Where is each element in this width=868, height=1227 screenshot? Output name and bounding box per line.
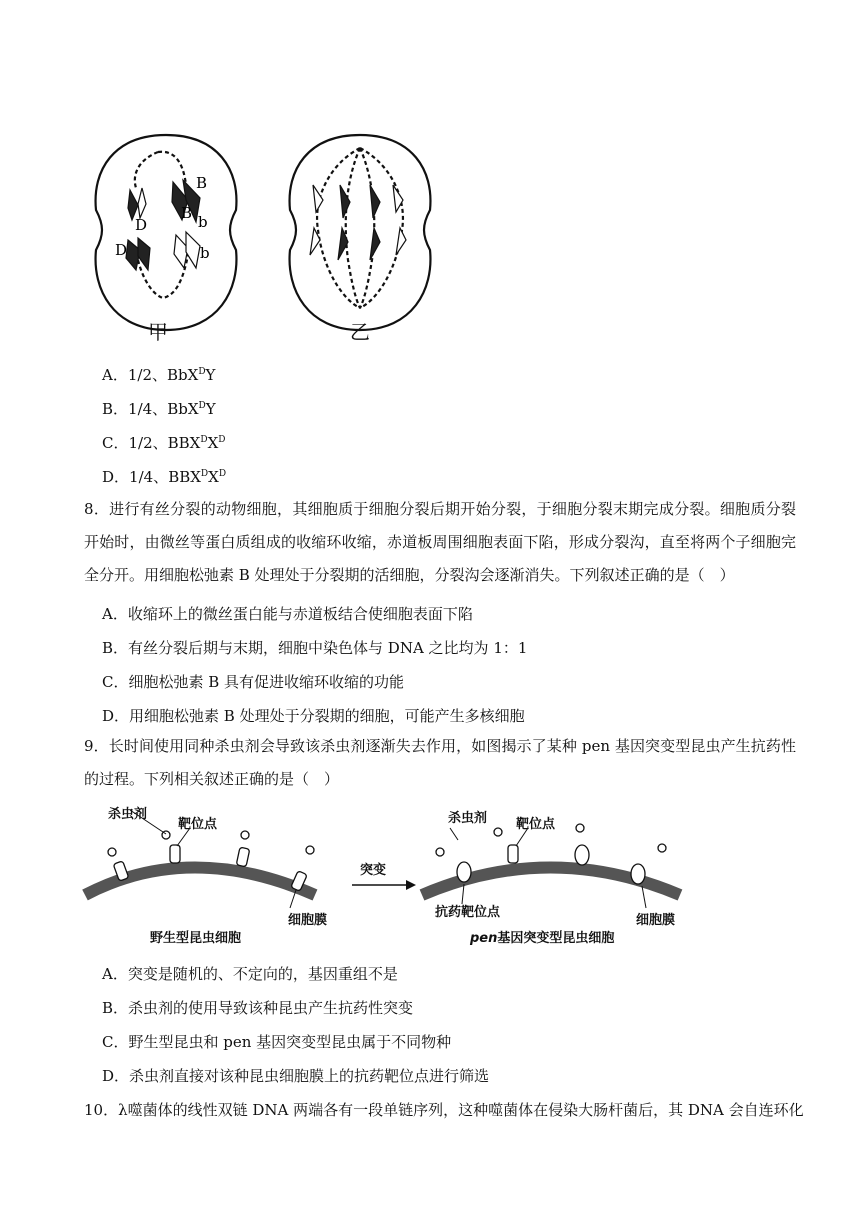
q9-option-d: D．杀虫剂直接对该种昆虫细胞膜上的抗药靶位点进行筛选: [102, 1067, 490, 1085]
q9-option-a: A．突变是随机的、不定向的，基因重组不是: [102, 965, 398, 983]
cell-division-diagram: [88, 130, 448, 340]
membrane-diagram: [80, 800, 700, 950]
q10-stem: 10．λ噬菌体的线性双链 DNA 两端各有一段单链序列，这种噬菌体在侵染大肠杆菌后，其 DNA 会自连环化: [84, 1101, 804, 1119]
gene-label-b1: b: [198, 213, 208, 231]
cell-yi: [290, 135, 431, 330]
q8-option-d: D．用细胞松弛素 B 处理处于分裂期的细胞，可能产生多核细胞: [102, 707, 525, 725]
cell-division-figure: [88, 130, 448, 344]
chromosomes-yi: [310, 185, 406, 260]
right-membrane-label: 细胞膜: [636, 913, 676, 928]
q8-stem: 8．进行有丝分裂的动物细胞，其细胞质于细胞分裂后期开始分裂，于细胞分裂末期完成分裂。细胞质分裂开始时，由微丝等蛋白质组成的收缩环收缩，赤道板周围细胞表面下陷，形成分裂沟，直至将两个子细胞完全分开。用细胞松弛素 B 处理处于分裂期的活细胞，分裂沟会逐渐消失。下列叙述正确的是（ ）: [84, 500, 796, 584]
q8-option-b: B．有丝分裂后期与末期，细胞中染色体与 DNA 之比均为 1：1: [102, 639, 528, 657]
q9-stem: 9．长时间使用同种杀虫剂会导致该杀虫剂逐渐失去作用，如图揭示了某种 pen 基因突变型昆虫产生抗药性的过程。下列相关叙述正确的是（ ）: [84, 737, 796, 788]
right-insecticide-label: 杀虫剂: [448, 811, 488, 826]
right-target-label: 靶位点: [516, 817, 556, 832]
gene-label-B1: B: [196, 174, 208, 192]
cell-yi-label: 乙: [350, 320, 370, 344]
q9-option-b: B．杀虫剂的使用导致该种昆虫产生抗药性突变: [102, 999, 414, 1017]
q9-option-c: C．野生型昆虫和 pen 基因突变型昆虫属于不同物种: [102, 1033, 452, 1051]
gene-label-D2: D: [115, 241, 128, 259]
insecticide-resistance-figure: [80, 800, 700, 950]
q7-option-b: B．1/4、BbX$^D$Y: [102, 400, 216, 418]
q7-option-d: D．1/4、$BBX^DX^D$: [102, 468, 227, 486]
q8-option-a: A．收缩环上的微丝蛋白能与赤道板结合使细胞表面下陷: [102, 605, 473, 623]
left-membrane-label: 细胞膜: [288, 913, 328, 928]
right-resistant-target-label: 抗药靶位点: [435, 905, 501, 920]
left-target-label: 靶位点: [178, 817, 218, 832]
gene-label-B2: B: [181, 204, 193, 222]
right-caption: pen基因突变型昆虫细胞: [470, 931, 615, 946]
left-caption: 野生型昆虫细胞: [150, 931, 242, 946]
cell-jia-label: 甲: [148, 320, 168, 344]
mutation-arrow-label: 突变: [360, 863, 387, 878]
q7-option-a: A．1/2、BbX$^D$Y: [102, 366, 216, 384]
gene-label-b2: b: [200, 244, 210, 262]
q7-option-c: C．1/2、$BBX^DX^D$: [102, 434, 226, 452]
q8-option-c: C．细胞松弛素 B 具有促进收缩环收缩的功能: [102, 673, 405, 691]
left-insecticide-label: 杀虫剂: [108, 807, 148, 822]
cell-jia: [96, 135, 237, 330]
gene-label-D1: D: [135, 216, 148, 234]
